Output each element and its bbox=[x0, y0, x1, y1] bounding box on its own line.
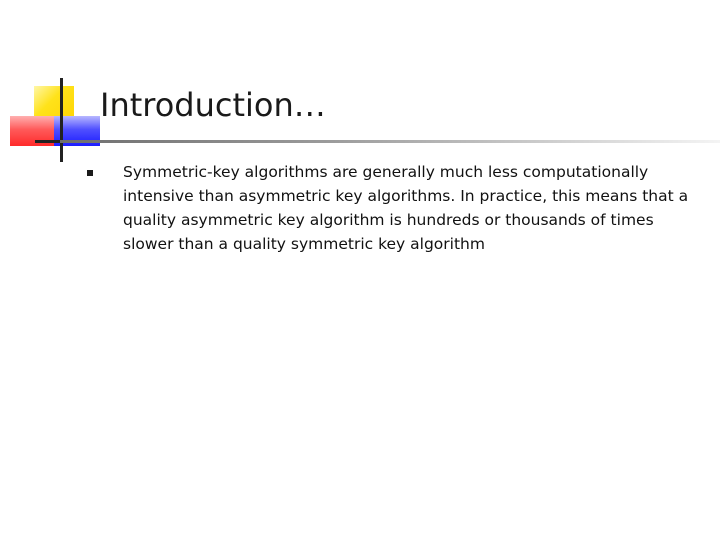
slide-logo bbox=[8, 78, 100, 162]
slide-title: Introduction… bbox=[100, 86, 326, 124]
bullet-text: Symmetric-key algorithms are generally much less computationally intensive than asymmetric key algorithms. In practice, this means that a quality asymmetric key algorithm is hundreds or thousands of times slower than a quality symmetric key algorithm bbox=[123, 163, 689, 253]
title-underline-rule bbox=[60, 140, 720, 143]
slide-content bbox=[87, 160, 697, 256]
logo-vertical-line bbox=[60, 78, 63, 162]
bullet-item bbox=[87, 160, 697, 256]
square-bullet-icon bbox=[87, 170, 93, 176]
